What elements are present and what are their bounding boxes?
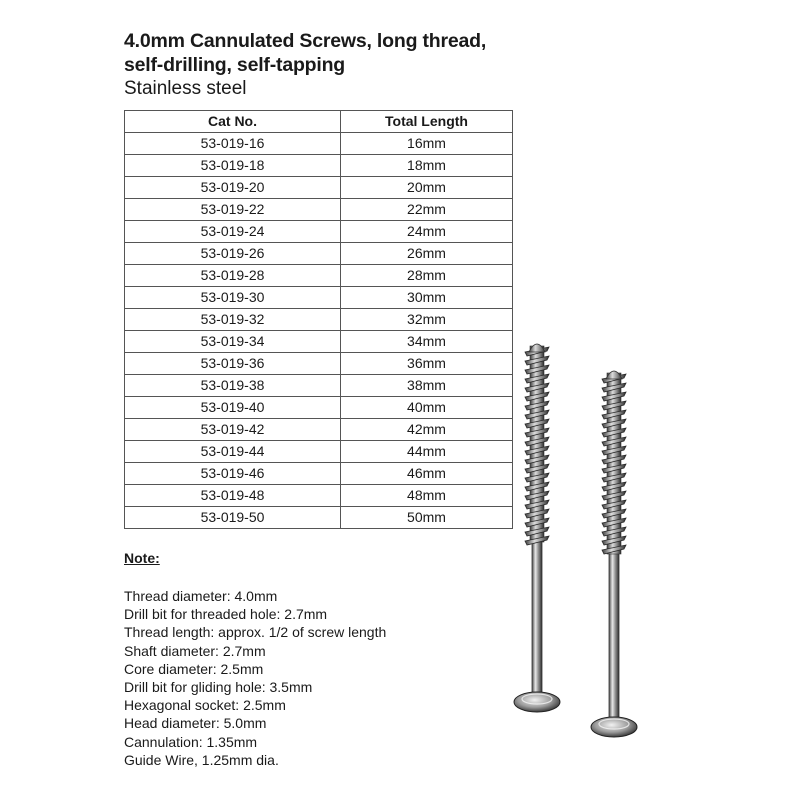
note-item: Hexagonal socket: 2.5mm — [124, 697, 286, 714]
table-row — [125, 441, 513, 463]
total-length-cell: 46mm — [341, 463, 513, 485]
total-length-cell: 34mm — [341, 331, 513, 353]
screws-image — [505, 332, 665, 742]
total-length-cell: 22mm — [341, 199, 513, 221]
cat-no-cell: 53-019-50 — [125, 507, 341, 529]
cat-no-cell: 53-019-42 — [125, 419, 341, 441]
total-length-cell: 50mm — [341, 507, 513, 529]
total-length-cell: 42mm — [341, 419, 513, 441]
note-item: Thread length: approx. 1/2 of screw length — [124, 624, 387, 641]
total-length-cell: 20mm — [341, 177, 513, 199]
total-length-cell: 38mm — [341, 375, 513, 397]
screw-left-image — [514, 344, 560, 712]
cat-no-cell: 53-019-16 — [125, 133, 341, 155]
table-row — [125, 287, 513, 309]
cat-no-cell: 53-019-34 — [125, 331, 341, 353]
note-item: Drill bit for gliding hole: 3.5mm — [124, 679, 313, 696]
cat-no-cell: 53-019-24 — [125, 221, 341, 243]
column-header-total-length: Total Length — [341, 111, 513, 133]
note-item: Shaft diameter: 2.7mm — [124, 642, 266, 659]
total-length-cell: 26mm — [341, 243, 513, 265]
table-header-row — [125, 111, 513, 133]
cat-no-cell: 53-019-48 — [125, 485, 341, 507]
table-row — [125, 265, 513, 287]
total-length-cell: 32mm — [341, 309, 513, 331]
table-row — [125, 309, 513, 331]
column-header-cat-no: Cat No. — [125, 111, 341, 133]
notes-list — [124, 587, 386, 769]
table-row — [125, 155, 513, 177]
product-title-line-2: self-drilling, self-tapping — [124, 54, 346, 76]
table-row — [125, 463, 513, 485]
cat-no-cell: 53-019-44 — [125, 441, 341, 463]
cat-no-cell: 53-019-32 — [125, 309, 341, 331]
product-title — [124, 29, 486, 77]
note-item: Thread diameter: 4.0mm — [124, 588, 278, 604]
cat-no-cell: 53-019-20 — [125, 177, 341, 199]
table-body — [125, 133, 513, 529]
note-item: Drill bit for threaded hole: 2.7mm — [124, 606, 328, 623]
total-length-cell: 44mm — [341, 441, 513, 463]
total-length-cell: 18mm — [341, 155, 513, 177]
cat-no-cell: 53-019-40 — [125, 397, 341, 419]
total-length-cell: 24mm — [341, 221, 513, 243]
cat-no-cell: 53-019-26 — [125, 243, 341, 265]
note-item: Core diameter: 2.5mm — [124, 660, 264, 677]
cat-no-cell: 53-019-28 — [125, 265, 341, 287]
table-row — [125, 199, 513, 221]
table-row — [125, 507, 513, 529]
catalog-table — [124, 110, 513, 529]
table-row — [125, 133, 513, 155]
note-heading: Note: — [124, 550, 160, 566]
cat-no-cell: 53-019-30 — [125, 287, 341, 309]
table-row — [125, 397, 513, 419]
screw-right-image — [591, 371, 637, 737]
table-row — [125, 177, 513, 199]
cat-no-cell: 53-019-36 — [125, 353, 341, 375]
table-row — [125, 221, 513, 243]
table-row — [125, 353, 513, 375]
table-row — [125, 485, 513, 507]
total-length-cell: 40mm — [341, 397, 513, 419]
cat-no-cell: 53-019-22 — [125, 199, 341, 221]
table-row — [125, 375, 513, 397]
material-label: Stainless steel — [124, 78, 247, 99]
note-item: Head diameter: 5.0mm — [124, 715, 267, 732]
cat-no-cell: 53-019-38 — [125, 375, 341, 397]
cat-no-cell: 53-019-18 — [125, 155, 341, 177]
note-item: Cannulation: 1.35mm — [124, 733, 258, 750]
note-item: Guide Wire, 1.25mm dia. — [124, 751, 279, 768]
cat-no-cell: 53-019-46 — [125, 463, 341, 485]
table-row — [125, 243, 513, 265]
total-length-cell: 16mm — [341, 133, 513, 155]
total-length-cell: 48mm — [341, 485, 513, 507]
table-row — [125, 419, 513, 441]
total-length-cell: 28mm — [341, 265, 513, 287]
total-length-cell: 30mm — [341, 287, 513, 309]
total-length-cell: 36mm — [341, 353, 513, 375]
table-row — [125, 331, 513, 353]
product-title-line-1: 4.0mm Cannulated Screws, long thread, — [124, 30, 487, 52]
